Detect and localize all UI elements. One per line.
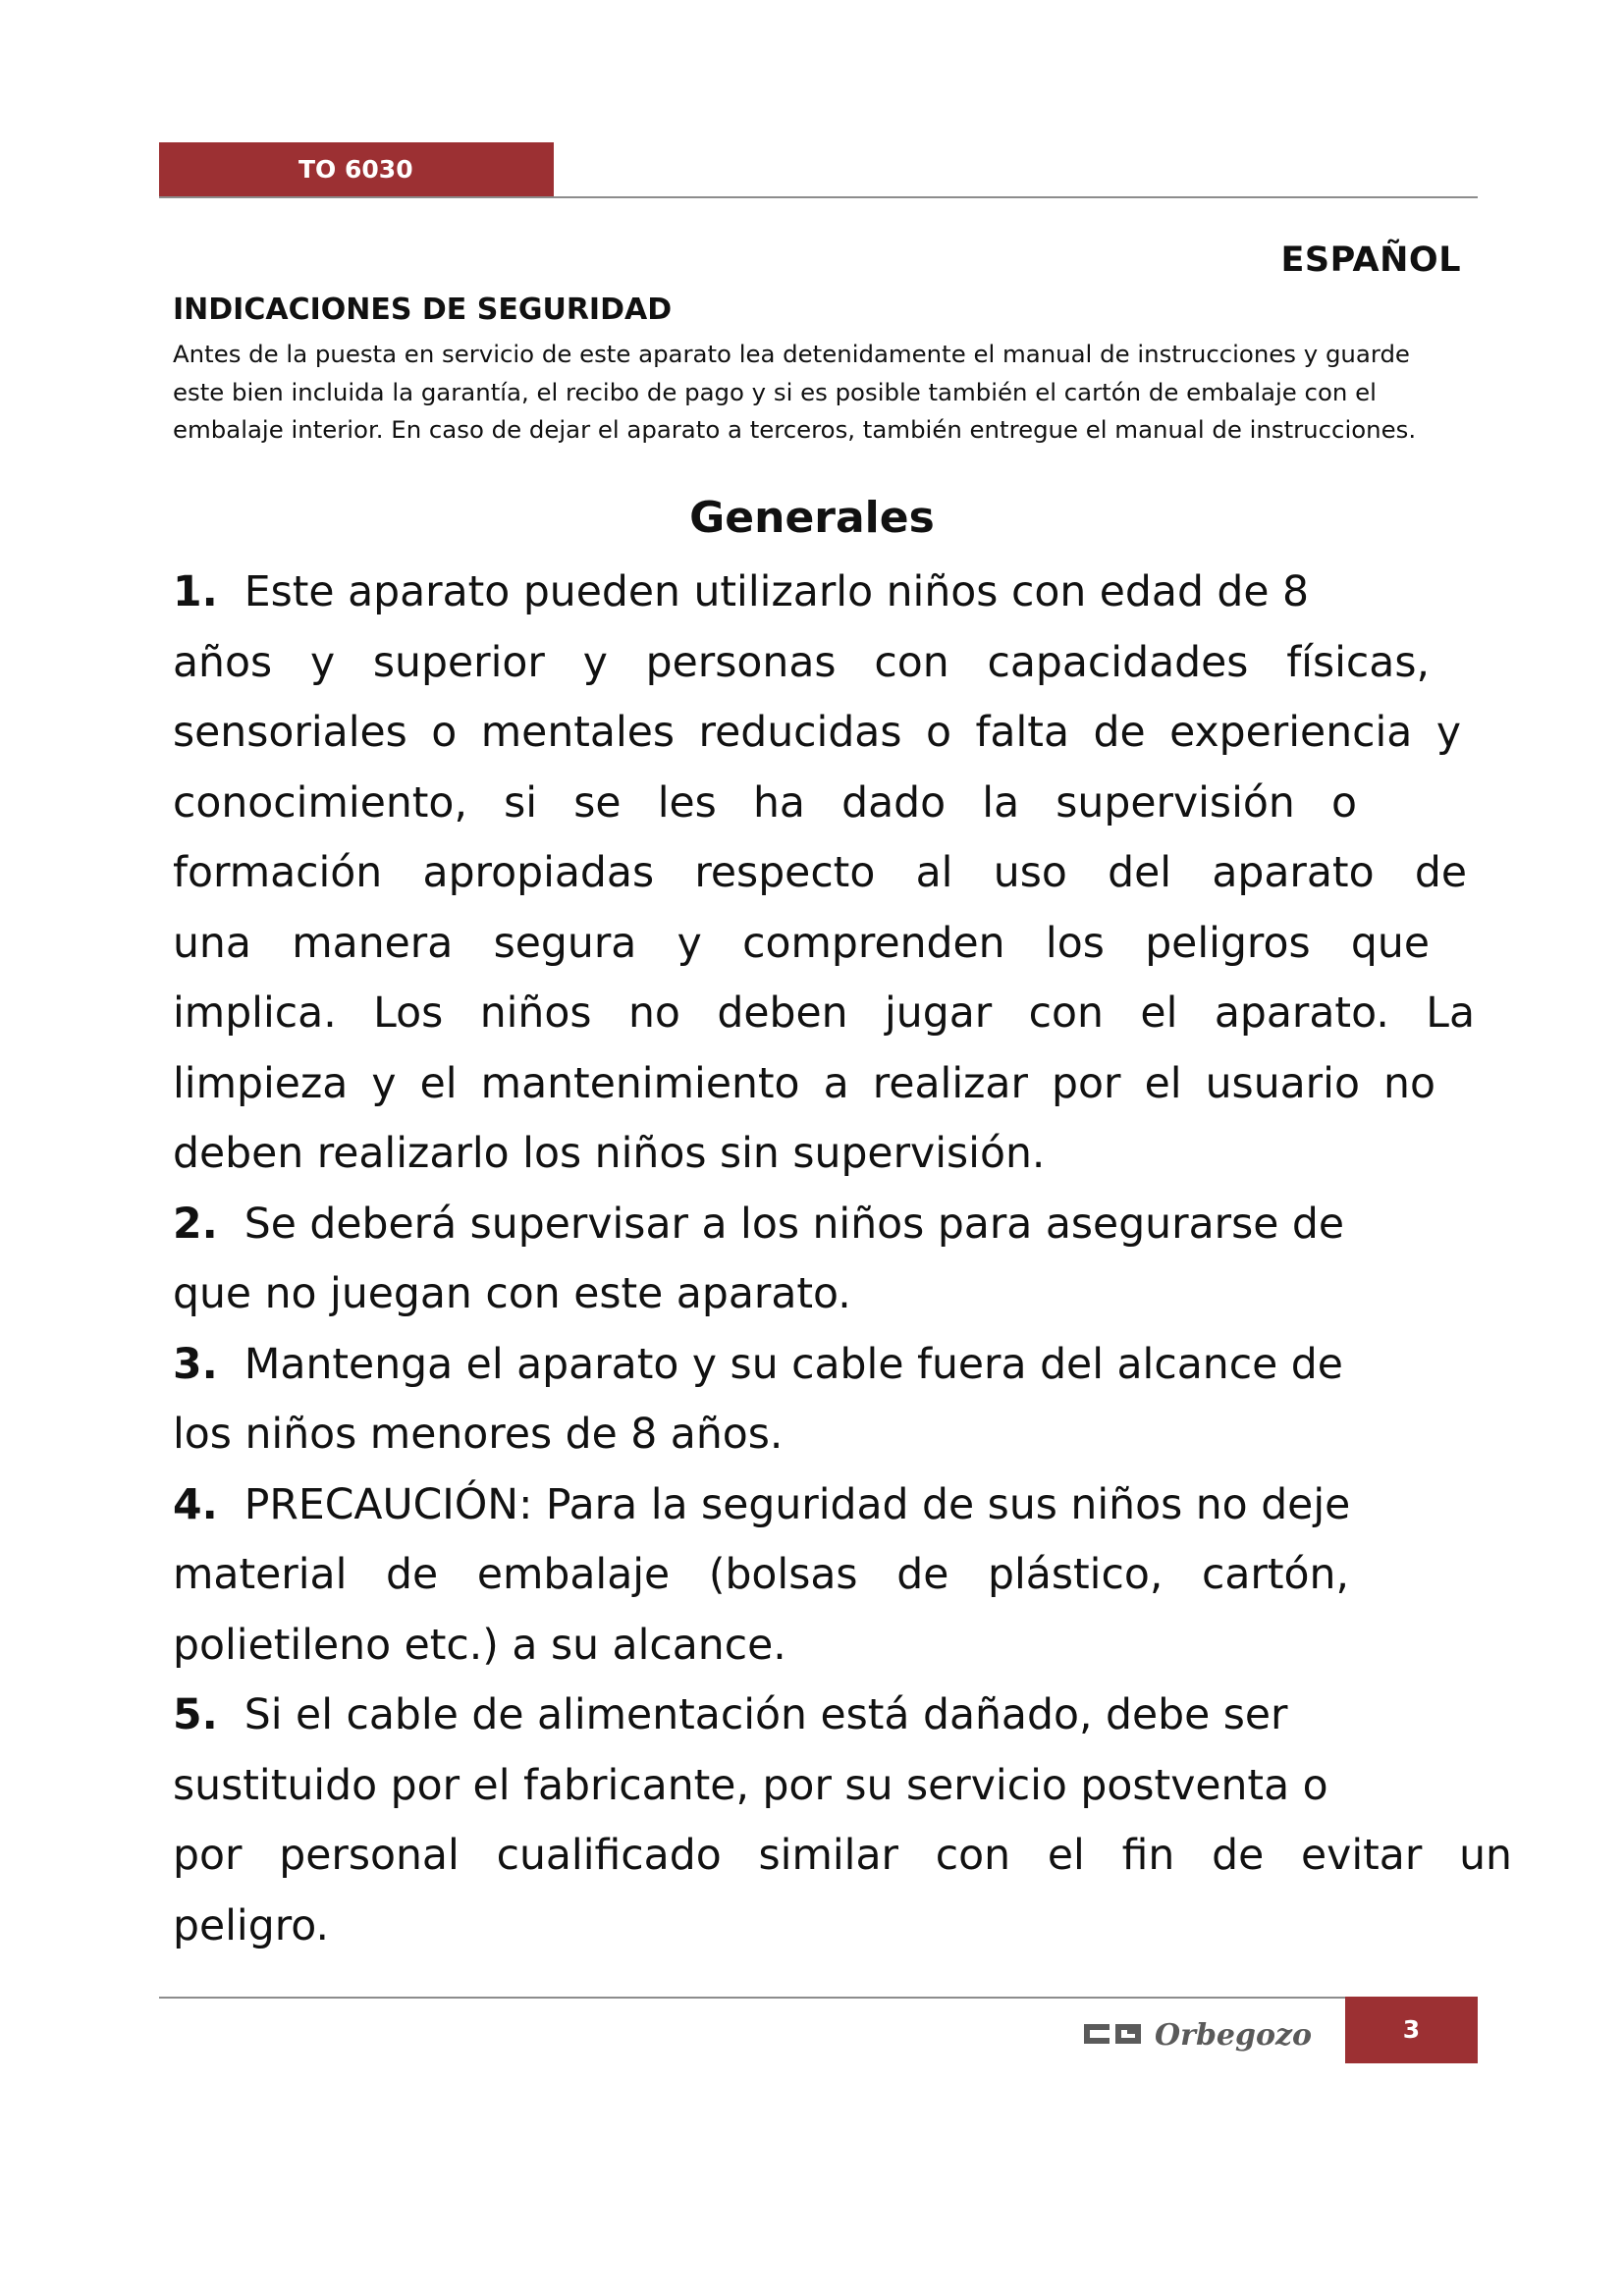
item-number: 4. [173,1480,218,1529]
list-item-line: conocimiento, si se les ha dado la supervisión o [173,778,1357,828]
list-item-line: años y superior y personas con capacidades físicas, [173,638,1430,687]
page-number-box [1345,1997,1478,2063]
list-item-line: peligro. [173,1901,330,1950]
brand-logo [1080,2014,1331,2054]
item-number: 2. [173,1200,218,1249]
footer-divider [159,1997,1478,1999]
list-item-line: sensoriales o mentales reducidas o falta de experiencia y [173,709,1461,757]
page-number: 3 [1402,2015,1421,2044]
list-item-line [173,558,1398,628]
svg-text:Orbegozo: Orbegozo [1155,2018,1313,2053]
list-item-line [173,1681,1467,1751]
safety-intro [173,336,1485,450]
intro-line: embalaje interior. En caso de dejar el aparato a terceros, también entregue el manual de instrucciones. [173,415,1417,444]
list-item-line: que no juegan con este aparato. [173,1270,851,1318]
list-item-line [173,1190,1512,1260]
general-items [173,558,1512,1961]
list-item-line: polietileno etc.) a su alcance. [173,1621,786,1670]
model-tab [159,142,554,197]
intro-line: este bien incluida la garantía, el recibo de pago y si es posible también el cartón de embalaje con el [173,377,1377,406]
intro-line: Antes de la puesta en servicio de este aparato lea detenidamente el manual de instrucciones y guarde [173,340,1410,368]
list-item-line: por personal cualificado similar con el fin de evitar un [173,1832,1512,1880]
list-item-line: material de embalaje (bolsas de plástico, cartón, [173,1551,1349,1599]
list-item-line: los niños menores de 8 años. [173,1411,784,1459]
item-text: Este aparato pueden utilizarlo niños con edad de 8 [244,568,1310,616]
item-text: Se deberá supervisar a los niños para asegurarse de [244,1200,1345,1249]
list-item-line: deben realizarlo los niños sin supervisión. [173,1130,1046,1178]
item-number: 1. [173,568,218,616]
general-title: Generales [689,493,935,543]
item-text: PRECAUCIÓN: Para la seguridad de sus niños no deje [244,1480,1351,1529]
list-item-line [173,1470,1512,1541]
list-item-line [173,1330,1512,1401]
language-label: ESPAÑOL [1280,240,1461,280]
header-divider [159,196,1478,198]
item-text: Si el cable de alimentación está dañado, debe ser [244,1691,1288,1739]
item-number: 3. [173,1340,218,1389]
model-number: TO 6030 [298,155,413,184]
item-number: 5. [173,1691,218,1739]
safety-heading: INDICACIONES DE SEGURIDAD [173,293,673,327]
list-item-line: limpieza y el mantenimiento a realizar por el usuario no [173,1059,1435,1108]
list-item-line: implica. Los niños no deben jugar con el aparato. La [173,989,1475,1038]
item-text: Mantenga el aparato y su cable fuera del alcance de [244,1340,1343,1389]
list-item-line: una manera segura y comprenden los peligros que [173,919,1430,968]
list-item-line: sustituido por el fabricante, por su servicio postventa o [173,1761,1328,1810]
list-item-line: formación apropiadas respecto al uso del aparato de [173,849,1467,897]
